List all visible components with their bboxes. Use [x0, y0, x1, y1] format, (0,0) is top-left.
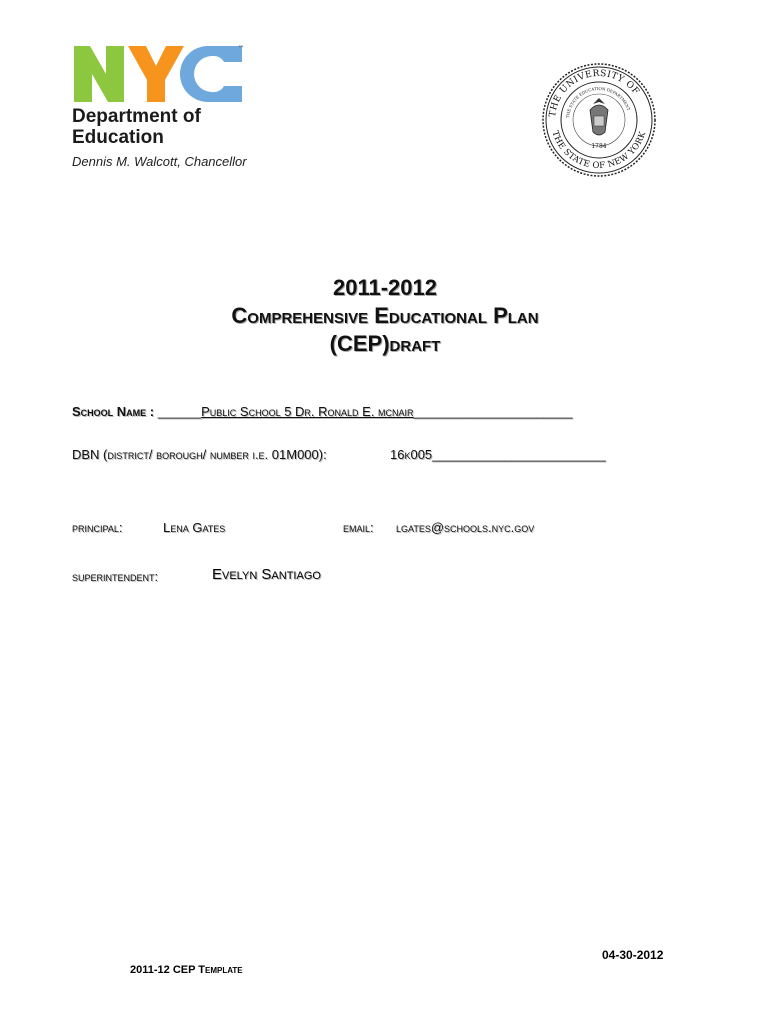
- department-line-1: Department of: [72, 106, 201, 127]
- trademark-mark: ™: [238, 45, 244, 52]
- svg-text:THE UNIVERSITY OF: THE UNIVERSITY OF: [548, 68, 641, 118]
- dbn-suffix: ________________________: [432, 447, 606, 462]
- title-cep-draft: (CEP)draft: [329, 331, 441, 356]
- nyc-doe-logo: [72, 44, 247, 104]
- chancellor-name: Dennis M. Walcott, Chancellor: [72, 154, 247, 169]
- email-value: lgates@schools.nyc.gov: [396, 520, 535, 535]
- footer-template-label: 2011-12 CEP Template: [130, 964, 243, 976]
- department-name: [72, 106, 201, 148]
- school-name-label: School Name :: [72, 404, 155, 419]
- department-line-2: Education: [72, 127, 164, 148]
- superintendent-label: superintendent:: [72, 569, 159, 584]
- principal-value: Lena Gates: [163, 520, 226, 535]
- svg-text:THE STATE OF NEW YORK: THE STATE OF NEW YORK: [549, 129, 649, 172]
- dbn-value-group: [390, 447, 606, 462]
- seal-inner-text: THE STATE EDUCATION DEPARTMENT: [565, 85, 632, 119]
- superintendent-value: Evelyn Santiago: [212, 566, 321, 583]
- document-title: [0, 274, 770, 358]
- email-label: email:: [343, 520, 374, 535]
- school-name-prefix: ______: [154, 404, 202, 419]
- footer-date: 04-30-2012: [602, 948, 664, 962]
- university-seal: [541, 62, 657, 178]
- dbn-value: 16k005: [390, 447, 433, 462]
- school-name-value: Public School 5 Dr. Ronald E. mcnair: [201, 404, 414, 419]
- school-name-suffix: ______________________: [413, 404, 573, 419]
- seal-year: 1784: [591, 143, 607, 150]
- principal-label: principal:: [72, 520, 123, 535]
- title-plan: Comprehensive Educational Plan: [231, 303, 539, 328]
- dbn-label: DBN (district/ borough/ number i.e. 01M000):: [72, 447, 327, 462]
- title-year: 2011-2012: [333, 275, 437, 300]
- school-name-row: [72, 404, 573, 419]
